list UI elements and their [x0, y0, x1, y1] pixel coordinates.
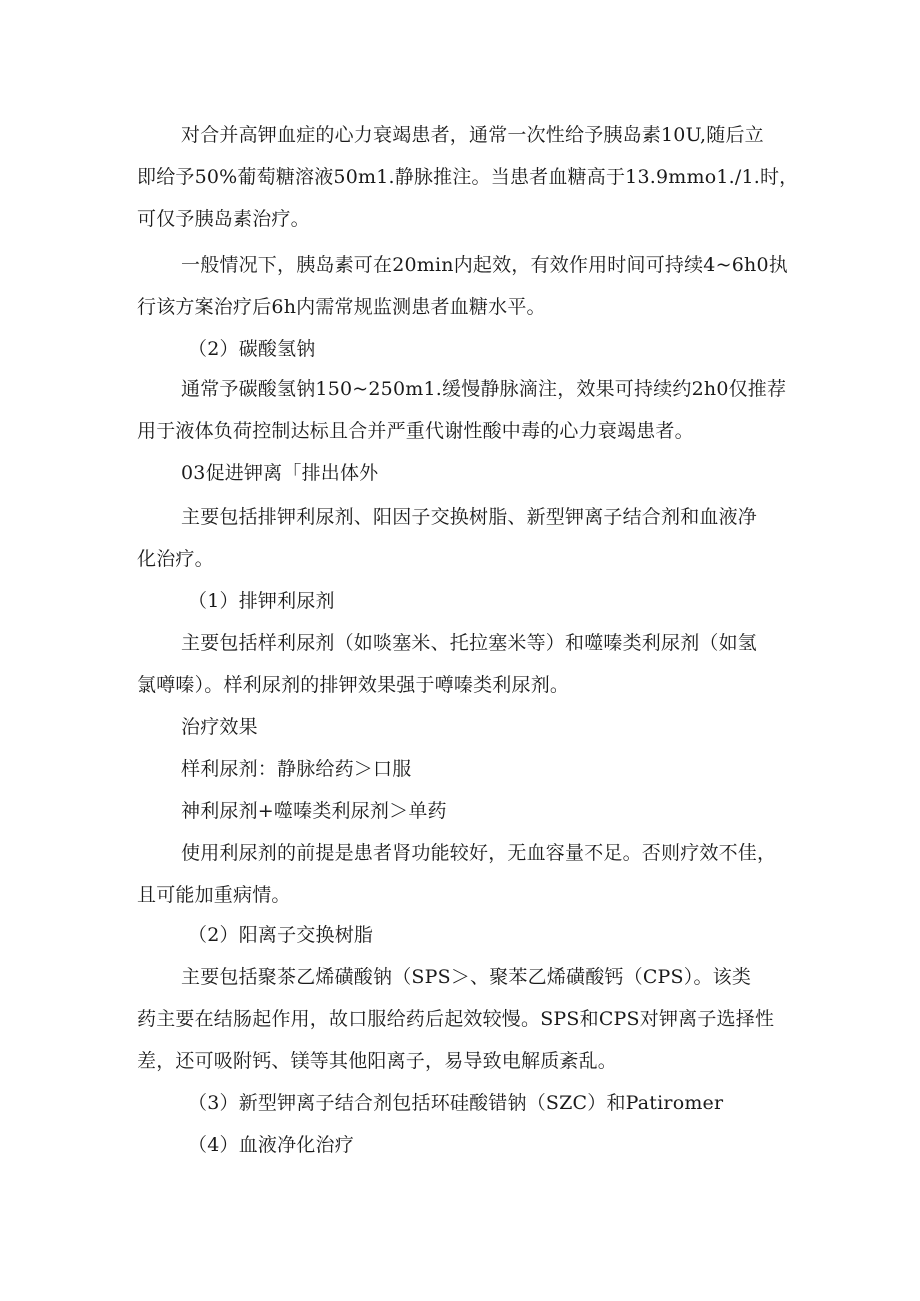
paragraph-insulin-onset [137, 244, 797, 328]
paragraph-diuretics-premise [137, 832, 841, 916]
text-line: （4）血液净化治疗 [188, 1134, 354, 1156]
text-line: 氯噂嗪）。样利尿剂的排钾效果强于噂嗪类利尿剂。 [137, 674, 570, 696]
paragraph-diuretics [137, 622, 841, 706]
heading-binder [188, 1082, 848, 1124]
paragraph-resin [137, 956, 841, 1082]
heading-promote-excretion [181, 452, 841, 494]
text-line: 化治疗。 [137, 548, 214, 570]
text-line: 通常予碳酸氢钠150~250m1.缓慢静脉滴注，效果可持续约2h0仅推荐 [181, 378, 787, 400]
text-line: 行该方案治疗后6h内需常规监测患者血糖水平。 [137, 296, 546, 318]
text-line: 样利尿剂：静脉给药＞口服 [181, 758, 412, 780]
text-line: 用于液体负荷控制达标且合并严重代谢性酸中毒的心力衰竭患者。 [137, 420, 694, 442]
text-line: 可仅予胰岛素治疗。 [137, 208, 310, 230]
effect-item-2 [181, 790, 841, 832]
paragraph-bicarbonate [137, 368, 841, 452]
text-line: 一般情况下，胰岛素可在20min内起效，有效作用时间可持续4~6h0执 [181, 254, 788, 276]
text-line: （2）碳酸氢钠 [188, 338, 316, 360]
text-line: 对合并高钾血症的心力衰竭患者，通常一次性给予胰岛素10U,随后立 [181, 124, 764, 146]
effect-item-1 [181, 748, 841, 790]
text-line: 药主要在结肠起作用，故口服给药后起效较慢。SPS和CPS对钾离子选择性 [137, 1008, 775, 1030]
text-line: 神利尿剂+噬嗪类利尿剂＞单药 [181, 800, 447, 822]
text-line: 治疗效果 [181, 716, 258, 738]
text-line: （2）阳离子交换树脂 [188, 924, 374, 946]
text-line: 主要包括样利尿剂（如啖塞米、托拉塞米等）和噬嗪类利尿剂（如氢 [181, 632, 758, 654]
text-line: 使用利尿剂的前提是患者肾功能较好，无血容量不足。否则疗效不佳， [181, 842, 777, 864]
text-line: 主要包括排钾利尿剂、阳因子交换树脂、新型钾离子结合剂和血液净 [181, 506, 758, 528]
paragraph-excretion-overview [137, 496, 841, 580]
text-line: （3）新型钾离子结合剂包括环硅酸错钠（SZC）和Patiromer [188, 1092, 724, 1114]
text-line: 差，还可吸附钙、镁等其他阳离子，易导致电解质紊乱。 [137, 1050, 618, 1072]
text-line: 且可能加重病情。 [137, 884, 291, 906]
text-line: 即给予50%葡萄糖溶液50m1.静脉推注。当患者血糖高于13.9mmo1./1.时， [137, 166, 799, 188]
text-line: 03促进钾离「排出体外 [181, 462, 379, 484]
heading-resin [188, 914, 848, 956]
heading-bicarbonate [188, 328, 848, 370]
heading-diuretics [188, 580, 848, 622]
heading-blood-purification [188, 1124, 848, 1166]
label-treatment-effect [181, 706, 841, 748]
text-line: （1）排钾利尿剂 [188, 590, 335, 612]
paragraph-insulin-dose [137, 114, 797, 240]
text-line: 主要包括聚茶乙烯磺酸钠（SPS＞、聚苯乙烯磺酸钙（CPS）。该类 [181, 966, 752, 988]
